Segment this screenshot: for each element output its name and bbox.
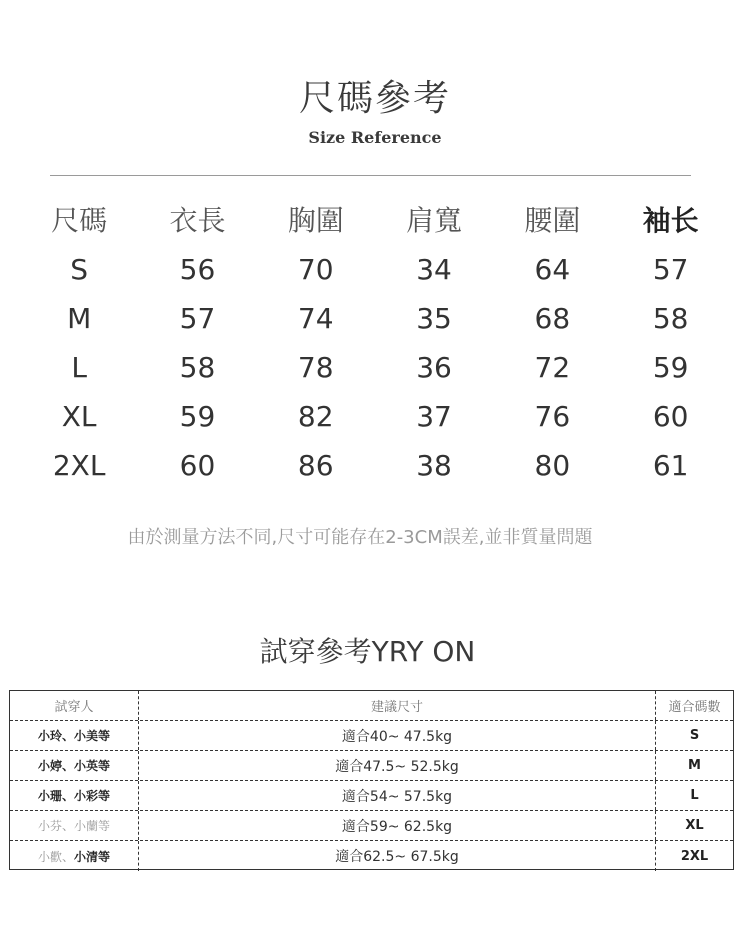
table-cell: 58 xyxy=(179,351,216,384)
tester-name xyxy=(10,841,139,871)
table-cell: 61 xyxy=(652,449,689,482)
table-cell: 58 xyxy=(652,302,689,335)
table-cell: 59 xyxy=(652,351,689,384)
table-row xyxy=(10,721,733,751)
try-on-table xyxy=(9,690,734,870)
table-cell: 56 xyxy=(179,253,216,286)
table-cell: 70 xyxy=(297,253,334,286)
size-table xyxy=(20,196,730,490)
header-fit-size: 適合碼數 xyxy=(668,700,721,715)
table-cell: 36 xyxy=(416,351,452,384)
measurement-note: 由於測量方法不同,尺寸可能存在2-3CM誤差,並非質量問題 xyxy=(127,527,593,548)
table-cell: 76 xyxy=(534,400,571,433)
header-waist: 腰圍 xyxy=(524,204,581,237)
table-row xyxy=(10,841,733,871)
table-cell: 57 xyxy=(179,302,216,335)
fit-size: XL xyxy=(685,818,704,833)
table-cell: XL xyxy=(61,400,97,433)
table-row xyxy=(20,245,730,294)
table-cell: 86 xyxy=(297,449,334,482)
page-subtitle: Size Reference xyxy=(308,128,442,147)
suggested-weight: 適合47.5~ 52.5kg xyxy=(139,751,656,780)
header-suggested-size: 建議尺寸 xyxy=(139,691,656,720)
tester-name: 小芬、小蘭等 xyxy=(10,811,139,840)
table-cell: 80 xyxy=(534,449,571,482)
header-tester: 試穿人 xyxy=(10,691,139,720)
suggested-weight: 適合40~ 47.5kg xyxy=(139,721,656,750)
fit-size: M xyxy=(688,758,701,773)
table-row xyxy=(20,392,730,441)
table-cell: 74 xyxy=(297,302,334,335)
table-cell: S xyxy=(70,253,89,286)
try-on-title: 試穿參考YRY ON xyxy=(259,635,476,668)
fit-size: S xyxy=(689,728,700,743)
tester-name-bold: 小清等 xyxy=(74,849,111,864)
table-row xyxy=(20,441,730,490)
tester-name-light: 小歡、 xyxy=(37,849,74,864)
try-on-header xyxy=(10,691,733,721)
table-cell: 38 xyxy=(416,449,452,482)
header-chest: 胸圍 xyxy=(287,204,344,237)
table-cell: 57 xyxy=(652,253,689,286)
fit-size: L xyxy=(690,788,699,803)
table-cell: 82 xyxy=(297,400,334,433)
page-title: 尺碼參考 xyxy=(298,78,451,119)
table-cell: 68 xyxy=(534,302,571,335)
table-row xyxy=(10,811,733,841)
fit-size: 2XL xyxy=(680,848,709,864)
table-cell: L xyxy=(71,351,87,384)
table-cell: 60 xyxy=(179,449,216,482)
suggested-weight: 適合59~ 62.5kg xyxy=(139,811,656,840)
header-sleeve: 袖长 xyxy=(642,204,699,237)
table-cell: 72 xyxy=(534,351,571,384)
table-cell: M xyxy=(67,302,92,335)
header-size: 尺碼 xyxy=(51,204,108,237)
table-cell: 60 xyxy=(652,400,689,433)
table-cell: 35 xyxy=(416,302,452,335)
suggested-weight: 適合62.5~ 67.5kg xyxy=(139,841,656,871)
suggested-weight: 適合54~ 57.5kg xyxy=(139,781,656,810)
table-cell: 34 xyxy=(416,253,452,286)
table-cell: 59 xyxy=(179,400,216,433)
tester-name: 小婷、小英等 xyxy=(10,751,139,780)
header-shoulder: 肩寬 xyxy=(406,204,463,237)
table-row xyxy=(20,294,730,343)
table-cell: 64 xyxy=(534,253,571,286)
tester-name: 小珊、小彩等 xyxy=(10,781,139,810)
header-length: 衣長 xyxy=(169,204,226,237)
table-cell: 2XL xyxy=(52,449,106,482)
table-cell: 37 xyxy=(416,400,452,433)
table-cell: 78 xyxy=(297,351,334,384)
table-row xyxy=(10,781,733,811)
divider xyxy=(50,175,691,176)
table-row xyxy=(10,751,733,781)
size-table-header xyxy=(20,196,730,245)
tester-name: 小玲、小美等 xyxy=(10,721,139,750)
table-row xyxy=(20,343,730,392)
